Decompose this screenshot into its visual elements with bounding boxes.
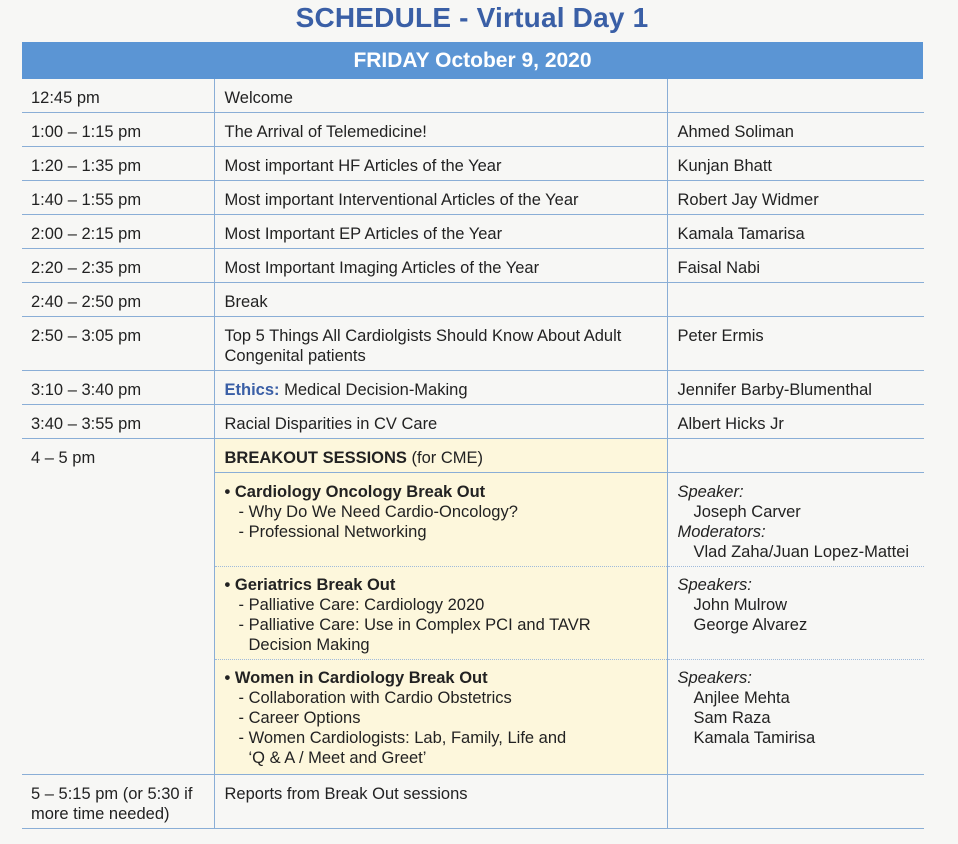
- speaker-name: Sam Raza: [693, 709, 771, 727]
- session-cell: Welcome: [214, 79, 667, 113]
- breakout-item: - Why Do We Need Cardio-Oncology?: [238, 503, 518, 521]
- speaker-name: Vlad Zaha/Juan Lopez-Mattei: [693, 543, 910, 561]
- ethics-label: Ethics:: [224, 381, 280, 399]
- speaker-cell: Robert Jay Widmer: [667, 181, 924, 215]
- breakout-row: [22, 660, 924, 775]
- table-row: [22, 371, 924, 405]
- table-row: [22, 283, 924, 317]
- time-cell: 3:10 – 3:40 pm: [22, 371, 214, 405]
- table-row: [22, 215, 924, 249]
- time-cell: 3:40 – 3:55 pm: [22, 405, 214, 439]
- table-row: [22, 147, 924, 181]
- speaker-cell: Kamala Tamarisa: [667, 215, 924, 249]
- breakout-title: Cardiology Oncology Break Out: [234, 483, 486, 501]
- breakout-item: - Collaboration with Cardio Obstetrics: [238, 689, 512, 707]
- breakout-item: - Palliative Care: Cardiology 2020: [238, 596, 485, 614]
- table-row: [22, 775, 924, 829]
- speaker-cell: [667, 283, 924, 317]
- session-cell: Most important Interventional Articles of the Year: [214, 181, 667, 215]
- session-cell: Most important HF Articles of the Year: [214, 147, 667, 181]
- breakout-item: - Women Cardiologists: Lab, Family, Life and: [238, 729, 567, 747]
- breakout-heading-bold: BREAKOUT SESSIONS: [224, 449, 407, 467]
- bullet-icon: •: [224, 576, 235, 594]
- time-cell: [22, 473, 214, 567]
- schedule-table: [22, 79, 924, 829]
- breakout-session: [214, 660, 667, 775]
- speaker-cell: Jennifer Barby-Blumenthal: [667, 371, 924, 405]
- table-row: [22, 317, 924, 371]
- table-row: [22, 79, 924, 113]
- session-cell: Racial Disparities in CV Care: [214, 405, 667, 439]
- speaker-cell: [667, 439, 924, 473]
- speaker-cell: [667, 79, 924, 113]
- breakout-item: - Professional Networking: [238, 523, 427, 541]
- session-cell: Break: [214, 283, 667, 317]
- speaker-name: Anjlee Mehta: [693, 689, 790, 707]
- breakout-heading: [214, 439, 667, 473]
- breakout-title: Geriatrics Break Out: [234, 576, 396, 594]
- session-cell: Most Important Imaging Articles of the Year: [214, 249, 667, 283]
- speaker-cell: [667, 473, 924, 567]
- time-cell: 2:40 – 2:50 pm: [22, 283, 214, 317]
- speaker-cell: Kunjan Bhatt: [667, 147, 924, 181]
- speaker-name: Joseph Carver: [693, 503, 801, 521]
- breakout-session: [214, 473, 667, 567]
- table-row: [22, 113, 924, 147]
- speaker-cell: [667, 660, 924, 775]
- time-cell: [22, 660, 214, 775]
- speaker-cell: Albert Hicks Jr: [667, 405, 924, 439]
- session-text: Medical Decision-Making: [279, 381, 468, 399]
- breakout-heading-rest: (for CME): [406, 449, 484, 467]
- session-cell: [214, 371, 667, 405]
- speaker-name: John Mulrow: [693, 596, 788, 614]
- table-row: [22, 405, 924, 439]
- table-row: [22, 249, 924, 283]
- time-cell: 2:20 – 2:35 pm: [22, 249, 214, 283]
- session-cell: The Arrival of Telemedicine!: [214, 113, 667, 147]
- time-cell: 4 – 5 pm: [31, 449, 96, 467]
- time-line: more time needed): [31, 805, 170, 823]
- speaker-cell: [667, 775, 924, 829]
- speaker-cell: Peter Ermis: [667, 317, 924, 371]
- time-cell: 1:40 – 1:55 pm: [22, 181, 214, 215]
- time-cell: 2:50 – 3:05 pm: [22, 317, 214, 371]
- role-label: Speakers:: [677, 576, 752, 594]
- breakout-item: - Career Options: [238, 709, 361, 727]
- page-title: SCHEDULE - Virtual Day 1: [295, 2, 649, 33]
- session-cell: Reports from Break Out sessions: [214, 775, 667, 829]
- role-label: Speakers:: [677, 669, 752, 687]
- speaker-name: Kamala Tamirisa: [693, 729, 816, 747]
- speaker-name: George Alvarez: [693, 616, 808, 634]
- speaker-cell: [667, 567, 924, 660]
- time-cell: [22, 567, 214, 660]
- breakout-title: Women in Cardiology Break Out: [234, 669, 488, 687]
- table-row: [22, 181, 924, 215]
- time-line: 5 – 5:15 pm (or 5:30 if: [31, 785, 193, 803]
- breakout-heading-row: [22, 439, 924, 473]
- time-cell: [22, 775, 214, 829]
- breakout-item: ‘Q & A / Meet and Greet’: [248, 749, 427, 767]
- breakout-item: - Palliative Care: Use in Complex PCI and TAVR: [238, 616, 591, 634]
- time-cell: 1:20 – 1:35 pm: [22, 147, 214, 181]
- time-cell: 2:00 – 2:15 pm: [22, 215, 214, 249]
- speaker-cell: Faisal Nabi: [667, 249, 924, 283]
- breakout-row: [22, 473, 924, 567]
- role-label: Moderators:: [677, 523, 766, 541]
- bullet-icon: •: [224, 669, 235, 687]
- bullet-icon: •: [224, 483, 235, 501]
- day-header: FRIDAY October 9, 2020: [22, 42, 923, 79]
- session-cell: Most Important EP Articles of the Year: [214, 215, 667, 249]
- time-cell: 1:00 – 1:15 pm: [22, 113, 214, 147]
- speaker-cell: Ahmed Soliman: [667, 113, 924, 147]
- breakout-row: [22, 567, 924, 660]
- breakout-session: [214, 567, 667, 660]
- time-cell: 12:45 pm: [22, 79, 214, 113]
- role-label: Speaker:: [677, 483, 744, 501]
- session-cell: Top 5 Things All Cardiolgists Should Know About Adult Congenital patients: [214, 317, 667, 371]
- breakout-item: Decision Making: [248, 636, 370, 654]
